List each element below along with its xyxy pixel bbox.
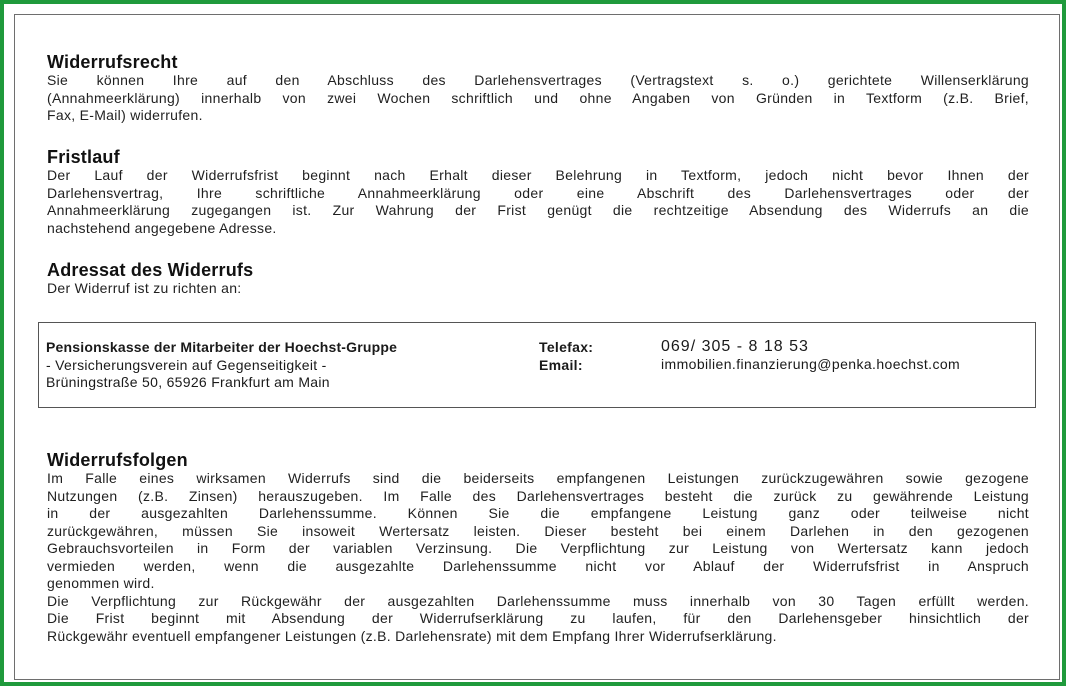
fax-number: 069/ 305 - 8 18 53	[661, 338, 809, 355]
text-line: Nutzungen (z.B. Zinsen) herauszugeben. Im Falle des Darlehensvertrages besteht die zurück zu gewährende Leistung	[47, 487, 1029, 504]
section-addressee	[47, 260, 1029, 298]
email-address: immobilien.finanzierung@penka.hoechst.com	[661, 356, 961, 372]
text-line: vermieden werden, wenn die ausgezahlte Darlehenssumme nicht vor Ablauf der Widerrufsfrist in Anspruch	[47, 557, 1029, 574]
text-line: Sie können Ihre auf den Abschluss des Darlehensvertrages (Vertragstext s. o.) gerichtete Willenserklärung	[47, 72, 1029, 88]
text-line: Der Lauf der Widerrufsfrist beginnt nach Erhalt dieser Belehrung in Textform, jedoch nicht bevor Ihnen der	[47, 167, 1029, 183]
section-consequences	[47, 450, 1029, 645]
text-line: Fax, E-Mail) widerrufen.	[47, 107, 203, 123]
organization-name: Pensionskasse der Mitarbeiter der Hoechst-Gruppe	[46, 339, 398, 355]
text-line: Rückgewähr eventuell empfangener Leistungen (z.B. Darlehensrate) mit dem Empfang Ihrer Widerrufserklärung.	[47, 627, 777, 644]
heading-withdrawal-right: Widerrufsrecht	[47, 52, 178, 72]
address-block	[46, 339, 526, 392]
text-line: (Annahmeerklärung) innerhalb von zwei Wochen schriftlich und ohne Angaben von Gründen in Textform (z.B. Brief,	[47, 89, 1029, 106]
text-line: zurückgewähren, müssen Sie insoweit Wertersatz leisten. Dieser besteht bei einem Darlehen in den gezogenen	[47, 522, 1029, 539]
text-line: Annahmeerklärung zugegangen ist. Zur Wahrung der Frist genügt die rechtzeitige Absendung des Widerrufs an die	[47, 202, 1029, 218]
fax-label: Telefax:	[539, 339, 594, 355]
section-deadline	[47, 147, 1029, 237]
contact-values	[661, 339, 1031, 374]
text-line: Die Frist beginnt mit Absendung der Widerrufserklärung zu laufen, für den Darlehensgeber hinsichtlich der	[47, 610, 1029, 626]
text-line: Im Falle eines wirksamen Widerrufs sind die beiderseits empfangenen Leistungen zurückzugewähren sowie gezogene	[47, 470, 1029, 486]
heading-addressee: Adressat des Widerrufs	[47, 260, 254, 280]
text-line: Die Verpflichtung zur Rückgewähr der ausgezahlten Darlehenssumme muss innerhalb von 30 Tagen erfüllt werden.	[47, 592, 1029, 609]
text-line: Gebrauchsvorteilen in Form der variablen Verzinsung. Die Verpflichtung zur Leistung von Wertersatz kann jedoch	[47, 540, 1029, 556]
street-city: Brüningstraße 50, 65926 Frankfurt am Main	[46, 374, 330, 390]
paragraph-deadline	[47, 167, 1029, 237]
email-label: Email:	[539, 356, 583, 373]
contact-labels	[539, 339, 649, 374]
addressee-intro	[47, 280, 1029, 298]
text-line: Der Widerruf ist zu richten an:	[47, 280, 242, 296]
text-line: Darlehensvertrag, Ihre schriftliche Annahmeerklärung oder eine Abschrift des Darlehensvertrages oder der	[47, 184, 1029, 201]
paragraph-withdrawal-right	[47, 72, 1029, 125]
paragraph-consequences	[47, 470, 1029, 645]
text-line: genommen wird.	[47, 575, 155, 591]
address-box	[38, 322, 1036, 408]
text-line: in der ausgezahlten Darlehenssumme. Können Sie die empfangene Leistung ganz oder teilweise nicht	[47, 505, 1029, 521]
heading-deadline: Fristlauf	[47, 147, 120, 167]
heading-consequences: Widerrufsfolgen	[47, 450, 188, 470]
organization-subtitle: - Versicherungsverein auf Gegenseitigkeit -	[46, 356, 327, 373]
text-line: nachstehend angegebene Adresse.	[47, 219, 277, 236]
section-withdrawal-right	[47, 52, 1029, 125]
